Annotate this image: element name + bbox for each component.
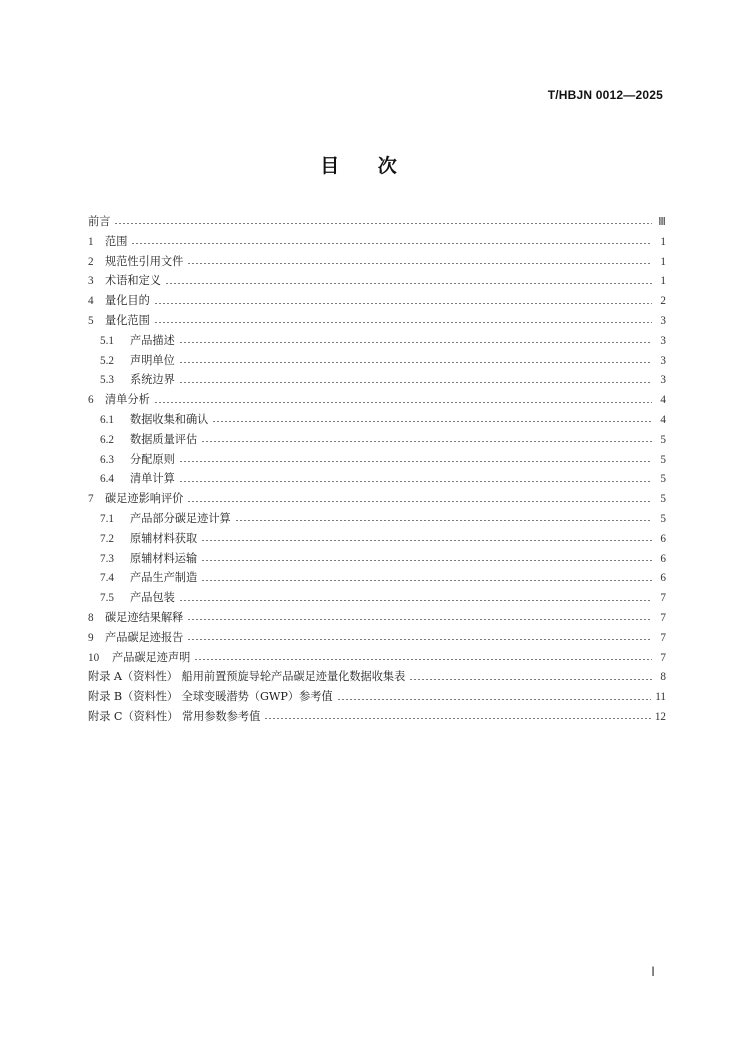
toc-entry-label: 量化目的 xyxy=(105,294,150,308)
toc-entry-5-3[interactable] xyxy=(88,370,666,390)
toc-entry-page: 5 xyxy=(660,453,666,466)
toc-entry-foreword[interactable] xyxy=(88,212,666,232)
dot-leader xyxy=(131,243,652,244)
dot-leader xyxy=(179,600,652,601)
toc-entry-page: 3 xyxy=(660,374,666,387)
dot-leader xyxy=(179,461,652,462)
toc-entry-7-1[interactable] xyxy=(88,509,666,529)
dot-leader xyxy=(187,639,652,640)
toc-entry-8[interactable] xyxy=(88,608,666,628)
toc-entry-7-2[interactable] xyxy=(88,529,666,549)
dot-leader xyxy=(201,580,652,581)
dot-leader xyxy=(165,283,652,284)
toc-entry-label: 清单分析 xyxy=(105,393,150,407)
toc-entry-number: 8 xyxy=(88,611,94,624)
toc-entry-label: 量化范围 xyxy=(105,313,150,327)
toc-entry-label: 术语和定义 xyxy=(105,274,161,288)
toc-entry-page: 7 xyxy=(660,592,666,605)
document-code: T/HBJN 0012—2025 xyxy=(547,88,663,102)
toc-entry-page: 7 xyxy=(660,651,666,664)
toc-entry-number: 6.2 xyxy=(100,433,114,446)
toc-entry-page: 3 xyxy=(660,354,666,367)
toc-entry-page: 1 xyxy=(660,235,666,248)
toc-entry-number: 9 xyxy=(88,631,94,644)
toc-entry-label: 规范性引用文件 xyxy=(105,254,184,268)
toc-entry-label: 范围 xyxy=(105,234,128,248)
toc-entry-number: 2 xyxy=(88,255,94,268)
toc-entry-3[interactable] xyxy=(88,271,666,291)
toc-entry-page: 4 xyxy=(660,394,666,407)
dot-leader xyxy=(264,718,651,719)
dot-leader xyxy=(154,402,652,403)
dot-leader xyxy=(212,421,652,422)
toc-entry-9[interactable] xyxy=(88,628,666,648)
toc-entry-7-4[interactable] xyxy=(88,568,666,588)
toc-entry-number: 7 xyxy=(88,493,94,506)
dot-leader xyxy=(201,560,652,561)
toc-entry-label: 碳足迹影响评价 xyxy=(105,492,184,506)
toc-entry-7[interactable] xyxy=(88,489,666,509)
toc-entry-number: 3 xyxy=(88,275,94,288)
toc-entry-label: 产品描述 xyxy=(130,333,175,347)
toc-entry-page: 5 xyxy=(660,473,666,486)
toc-entry-6-1[interactable] xyxy=(88,410,666,430)
dot-leader xyxy=(114,223,652,224)
toc-entry-page: 7 xyxy=(660,611,666,624)
toc-entry-label: 附录 C（资料性） 常用参数参考值 xyxy=(88,709,261,723)
toc-entry-page: 6 xyxy=(660,532,666,545)
toc-entry-label: 产品生产制造 xyxy=(130,571,198,585)
toc-entry-label: 分配原则 xyxy=(130,452,175,466)
toc-entry-number: 6.3 xyxy=(100,453,114,466)
toc-entry-number: 7.1 xyxy=(100,512,114,525)
table-of-contents xyxy=(88,212,666,727)
toc-entry-label: 产品部分碳足迹计算 xyxy=(130,511,231,525)
toc-entry-number: 7.4 xyxy=(100,572,114,585)
toc-entry-number: 5.1 xyxy=(100,334,114,347)
toc-entry-page: 1 xyxy=(660,255,666,268)
dot-leader xyxy=(179,362,652,363)
toc-entry-label: 数据收集和确认 xyxy=(130,412,209,426)
toc-entry-page: 3 xyxy=(660,334,666,347)
dot-leader xyxy=(179,382,652,383)
toc-entry-page: 7 xyxy=(660,631,666,644)
toc-entry-label: 原辅材料运输 xyxy=(130,551,198,565)
toc-entry-page: 2 xyxy=(660,295,666,308)
toc-entry-page: 5 xyxy=(660,493,666,506)
toc-entry-7-5[interactable] xyxy=(88,588,666,608)
toc-entry-label: 产品碳足迹报告 xyxy=(105,630,184,644)
page-title: 目 次 xyxy=(320,155,413,177)
toc-entry-label: 清单计算 xyxy=(130,472,175,486)
dot-leader xyxy=(154,322,652,323)
dot-leader xyxy=(194,659,652,660)
dot-leader xyxy=(235,520,652,521)
toc-entry-5-1[interactable] xyxy=(88,331,666,351)
dot-leader xyxy=(201,441,652,442)
toc-entry-6-3[interactable] xyxy=(88,450,666,470)
dot-leader xyxy=(187,263,652,264)
toc-entry-label: 数据质量评估 xyxy=(130,432,198,446)
dot-leader xyxy=(154,303,652,304)
toc-entry-page: 6 xyxy=(660,552,666,565)
toc-entry-page: 5 xyxy=(660,512,666,525)
toc-entry-page: Ⅲ xyxy=(658,216,666,228)
toc-entry-label: 附录 A（资料性） 船用前置预旋导轮产品碳足迹量化数据收集表 xyxy=(88,670,406,684)
toc-entry-number: 1 xyxy=(88,235,94,248)
toc-entry-label: 产品包装 xyxy=(130,591,175,605)
toc-entry-label: 附录 B（资料性） 全球变暖潜势（GWP）参考值 xyxy=(88,690,333,704)
toc-entry-5-2[interactable] xyxy=(88,351,666,371)
toc-entry-number: 6.4 xyxy=(100,473,114,486)
dot-leader xyxy=(187,501,652,502)
toc-entry-page: 12 xyxy=(654,710,666,723)
toc-entry-label: 系统边界 xyxy=(130,373,175,387)
toc-entry-page: 4 xyxy=(660,413,666,426)
toc-entry-label: 前言 xyxy=(88,215,111,228)
toc-entry-4[interactable] xyxy=(88,291,666,311)
toc-entry-number: 7.2 xyxy=(100,532,114,545)
toc-entry-6[interactable] xyxy=(88,390,666,410)
dot-leader xyxy=(179,481,652,482)
dot-leader xyxy=(409,679,652,680)
page-number: Ⅰ xyxy=(651,964,655,979)
dot-leader xyxy=(179,342,652,343)
toc-entry-label: 碳足迹结果解释 xyxy=(105,610,184,624)
toc-entry-10[interactable] xyxy=(88,648,666,668)
toc-entry-2[interactable] xyxy=(88,252,666,272)
toc-entry-number: 4 xyxy=(88,295,94,308)
toc-entry-label: 声明单位 xyxy=(130,353,175,367)
toc-entry-number: 10 xyxy=(88,651,100,664)
toc-entry-5[interactable] xyxy=(88,311,666,331)
toc-entry-page: 5 xyxy=(660,433,666,446)
toc-entry-page: 6 xyxy=(660,572,666,585)
toc-entry-6-2[interactable] xyxy=(88,430,666,450)
toc-entry-7-3[interactable] xyxy=(88,549,666,569)
toc-entry-page: 8 xyxy=(660,671,666,684)
toc-entry-1[interactable] xyxy=(88,232,666,252)
dot-leader xyxy=(187,619,652,620)
toc-entry-number: 5.2 xyxy=(100,354,114,367)
toc-entry-number: 7.5 xyxy=(100,592,114,605)
toc-entry-6-4[interactable] xyxy=(88,469,666,489)
toc-entry-page: 3 xyxy=(660,314,666,327)
toc-entry-label: 产品碳足迹声明 xyxy=(112,650,191,664)
toc-entry-appendix-a[interactable] xyxy=(88,667,666,687)
toc-entry-number: 5.3 xyxy=(100,374,114,387)
toc-entry-number: 6 xyxy=(88,394,94,407)
dot-leader xyxy=(201,540,652,541)
toc-entry-number: 7.3 xyxy=(100,552,114,565)
toc-entry-page: 11 xyxy=(655,691,666,704)
toc-entry-number: 6.1 xyxy=(100,413,114,426)
dot-leader xyxy=(337,699,652,700)
toc-entry-appendix-b[interactable] xyxy=(88,687,666,707)
toc-entry-label: 原辅材料获取 xyxy=(130,531,198,545)
toc-entry-number: 5 xyxy=(88,314,94,327)
toc-entry-page: 1 xyxy=(660,275,666,288)
toc-entry-appendix-c[interactable] xyxy=(88,707,666,727)
